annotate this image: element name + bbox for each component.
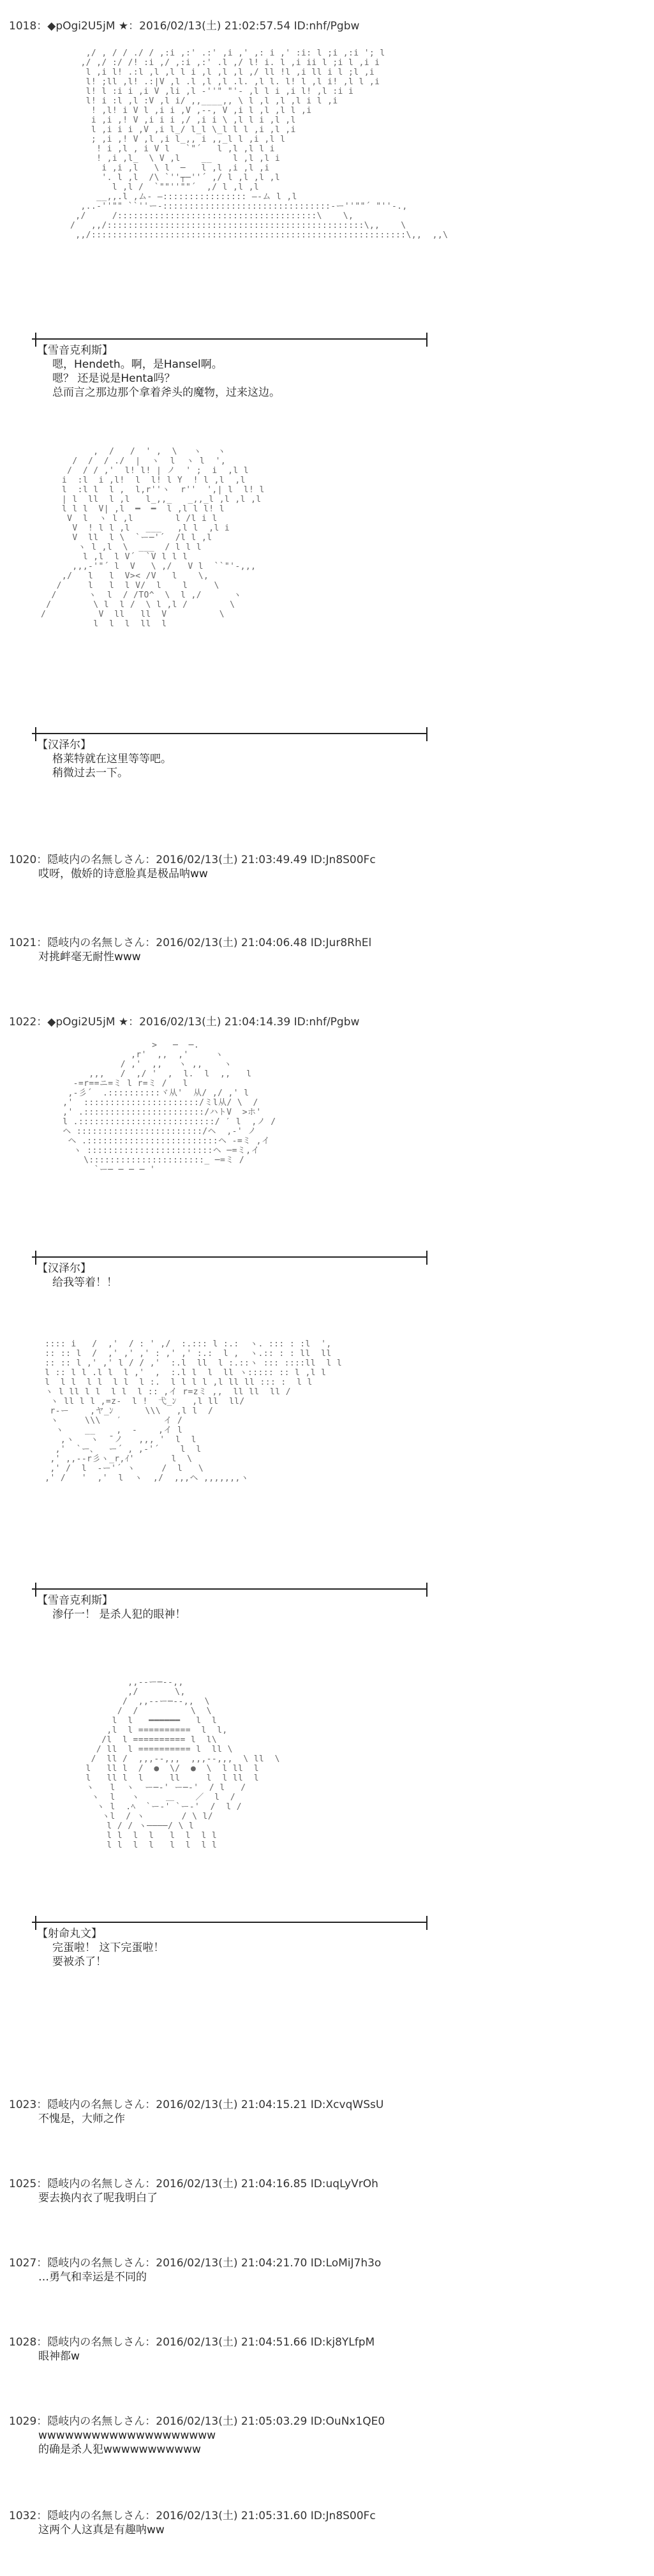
speaker-name: 【射命丸文】 bbox=[37, 1927, 102, 1940]
panel-separator bbox=[32, 733, 427, 734]
ascii-art: , / / ' , \ ヽ ヽ / / / ./ | ヽ l ヽ l ', / / / ,' l! l! | ノ ' ; i ,l l i :l i ,l! l l! l Y ! l ,l ,l l :l l l , l,r''ヽ r'' ',| l l! l | l ll l ,l l_,,_ _,,_l ,l ,l ,l l l l V| ,l ━ ━ l ,l l l! l V l ヽ l ,l l /l i l V ! l l ,l ___ ,l l ,l i V ll l \ `ー─'´ /l l ,l ヽ l ,l \ ___ / l l l l ,l l V´ `V l l l ,,,-'"´ l V \ ,/ V l ``"'-,,, ,/ l l V>< /V l \, / l l l V/ l l \ / ヽ l / /TO^ \ l ,/ ヽ / \ l l / \ l ,l / \ / V ll ll V \ l l l ll l bbox=[41, 447, 265, 629]
panel-separator bbox=[32, 338, 427, 340]
panel-separator bbox=[32, 1922, 427, 1923]
dialog-line: 稍微过去一下。 bbox=[52, 767, 128, 780]
dialog-line: 总而言之那边那个拿着斧头的魔物，过来这边。 bbox=[52, 386, 280, 399]
post-body-line: 眼神都w bbox=[38, 2350, 80, 2363]
post-body-line: 对挑衅毫无耐性www bbox=[38, 951, 141, 963]
separator-tick bbox=[35, 1251, 36, 1265]
post-header: 1032：隠岐内の名無しさん：2016/02/13(土) 21:05:31.60 ID:Jn8S00Fc bbox=[9, 2510, 376, 2522]
separator-tick bbox=[426, 1916, 427, 1930]
post-header: 1023：隠岐内の名無しさん：2016/02/13(土) 21:04:15.21 ID:XcvqWSsU bbox=[9, 2098, 384, 2111]
post-header: 1027：隠岐内の名無しさん：2016/02/13(土) 21:04:21.70 ID:LoMiJ7h3o bbox=[9, 2257, 382, 2270]
post-header: 1020：隠岐内の名無しさん：2016/02/13(土) 21:03:49.49 ID:Jn8S00Fc bbox=[9, 854, 376, 866]
post-body-line: 这两个人这真是有趣呐ww bbox=[38, 2524, 165, 2536]
separator-tick bbox=[35, 1916, 36, 1930]
speaker-name: 【雪音克利斯】 bbox=[37, 344, 113, 357]
post-body-line: 要去换内衣了呢我明白了 bbox=[38, 2192, 158, 2204]
post-body-line: 不愧是，大师之作 bbox=[38, 2113, 125, 2125]
post-body-line: wwwwwwwwwwwwwwwwwwww bbox=[38, 2429, 216, 2442]
post-header: 1018：◆pOgi2U5jM ★：2016/02/13(土) 21:02:57.54 ID:nhf/Pgbw bbox=[9, 20, 360, 33]
post-body-line: …勇气和幸运是不同的 bbox=[38, 2271, 147, 2284]
ascii-art: ,/ , / / ./ / ,:i ,:' .:' ,i ,' ,: i ,' :i: l ;i ,:i '; l ,/ ,/ :/ /! :i ,/ ,:i ,:' .l ,/ l! i. l ,i ii l ;i l ,i i l ,i l! .:l ,l ,l l i ,l ,l ,l ,/ ll !l ,i ll i l ;l ,i l! ;ll ,l! .:|V ,l .l ,l ,l .l. ,l l. l! l ,l i! ,l l ,i l! l :i i ,i V ,li ,l -''" "'- ,l l i ,i l! ,l :i i l! i :l ,l :V ,l i/ ,,____,, \ l ,l ,l ,l i l ,i ! ,l! i V l ,i i ,V ,--, V ,i l ,l ,l l ,i i ,i ,! V ,i i i ,/ ,i i \ ,l l i ,l ,l l ,i i i ,V ,i l_/ l_l \_l l l ,i ,l ,i ; ,i ,! V ,l ,i l_,, i ,,_l l ,i ,l l ! i ,l , i V l `"´ l ,l ,l l i ! ,i ,l_ \ V ,l __ l ,l ,l i i ,i ,l \ l ─ l ,l ,i ,l ,i '. l ,l /\ `''┬─''´ ,/ l ,l ,l ,l l ,l / `""''""´ ,/ l ,l ,l __,,.l ,ム- ―:::::::::::::::: ―-ム l ,l ,..-''"" ``''ー-::::::::::::::::::::::::::::::::-ー''""´ "''-., ,/ /::::::::::::::::::::::::::::::::::::::\ \, / ,,/:::::::::::::::::::::::::::::::::::::::::::::::::\,, \ ,,/::::::::::::::::::::::::::::::::::::::::::::::::::::::::::::\,, ,,\ bbox=[70, 49, 449, 240]
separator-tick bbox=[35, 333, 36, 347]
dialog-line: 渗仔一！ 是杀人犯的眼神！ bbox=[52, 1608, 186, 1621]
speaker-name: 【汉泽尔】 bbox=[37, 1262, 91, 1275]
dialog-line: 要被杀了！ bbox=[52, 1955, 107, 1968]
ascii-art: > ─ ─. ,r' ,, ,' ヽ / ,' ,, ヽ ,, ヽ ,,, / ,/ ' , l. l ,, l -=r==ニ=ミ l r=ミ / l ,-彡´ .::::::::::ヾ从' 从/ ,/ ,' l ,' ::::::::::::::::::::::/ミl从/ \ / ,' .:::::::::::::::::::::::/ハトV >ホ' l .::::::::::::::::::::::::::/ ′ l ,ノ / ヘ ::::::::::::::::::::::::/ヘ ,-' ノ ヘ .:::::::::::::::::::::::::ヘ ‐=ミ ,イ ヽ ::::::::::::::::::::::::ヘ ─=ミ,イ \::::::::::::::::::::::_ ─=ミ / `ー─ ─ ─ ─ ' bbox=[63, 1041, 276, 1175]
speaker-name: 【汉泽尔】 bbox=[37, 739, 91, 751]
post-header: 1022：◆pOgi2U5jM ★：2016/02/13(土) 21:04:14.39 ID:nhf/Pgbw bbox=[9, 1016, 360, 1028]
speaker-name: 【雪音克利斯】 bbox=[37, 1594, 113, 1607]
post-header: 1025：隠岐内の名無しさん：2016/02/13(土) 21:04:16.85 ID:uqLyVrOh bbox=[9, 2178, 378, 2190]
ascii-art: :::: i / ,' / : ' ,/ :.::: l :.: ヽ. ::: : :l ', :: :: l / ,' ,' ,' : ,' ,' :.: l , ヽ.:: : : ll ll :: :: l ,' ,' l / / ,' :.l ll l :.::ヽ ::: ::::ll l l l :: l l .l l l ,' , :.l l l ll ヽ::::: :: l ,l l l l l l l l l l :. l l l l ,l ll ll ::: : l l ヽ l ll l l l l l :: ,イ r=zミ ,, ll ll ll / ヽ ll l l ,=z- l ! 弋_ﾝ ,l ll ll/ r-ー ,ヤ_ﾝ \\\ ,l l / ヽ \\\ ′ イ / ヽ __ , - ,イ l ,ヽ ヽ ̄ ノ ,,, ' l l ,' `ー、 ー´ , ,-'´ l l ,' ,,--r彡ヽ_r,ｲ' l \ ,' / l -ー'´ ヽ / l \ ,' / ' ,' l ヽ ,/ ,,,ヘ ,,,,,,,ヽ bbox=[45, 1339, 343, 1483]
panel-separator bbox=[32, 1588, 427, 1590]
separator-tick bbox=[426, 1251, 427, 1265]
dialog-line: 给我等着！！ bbox=[52, 1276, 117, 1289]
separator-tick bbox=[35, 727, 36, 741]
dialog-line: 嗯，Hendeth。啊，是Hansel啊。 bbox=[52, 358, 223, 371]
panel-separator bbox=[32, 1256, 427, 1258]
post-body-line: 哎呀，傲娇的诗意脸真是极品呐ww bbox=[38, 868, 208, 880]
dialog-line: 嗯？ 还是说是Henta吗？ bbox=[52, 372, 175, 385]
dialog-line: 格莱特就在这里等等吧。 bbox=[52, 753, 172, 765]
dialog-line: 完蛋啦！ 这下完蛋啦！ bbox=[52, 1941, 165, 1954]
separator-tick bbox=[426, 727, 427, 741]
post-header: 1028：隠岐内の名無しさん：2016/02/13(土) 21:04:51.66 ID:kj8YLfpM bbox=[9, 2336, 375, 2349]
separator-tick bbox=[426, 1583, 427, 1597]
separator-tick bbox=[35, 1583, 36, 1597]
post-header: 1029：隠岐内の名無しさん：2016/02/13(土) 21:05:03.29 ID:OuNx1QE0 bbox=[9, 2415, 385, 2428]
post-header: 1021：隠岐内の名無しさん：2016/02/13(土) 21:04:06.48 ID:Jur8RhEl bbox=[9, 937, 372, 949]
post-body-line: 的确是杀人犯wwwwwwwwwww bbox=[38, 2443, 201, 2456]
separator-tick bbox=[426, 333, 427, 347]
ascii-art: ,,--ー─--,, ,/ \, / ,,--ー─--,, \ / / \ \ l l ━━━━━━ l l ,l l ========== l l, /l l ========== l l\ / ll l ========== l ll \ / ll / ,,,--,,, ,,,--,,, \ ll \ l ll l / ● \/ ● \ l ll l l ll l l ll l l ll l ヽ l ヽ ー─‐' ー─‐' / l / ヽ l ヽ ＿ ／ l / ヽ l .ﾍ `ー-' `ー-' / l / ヽl / ヽ / \ l/ l / / ヽ────/ \ l l l l l l l l l l l l l l l l l bbox=[85, 1678, 280, 1850]
